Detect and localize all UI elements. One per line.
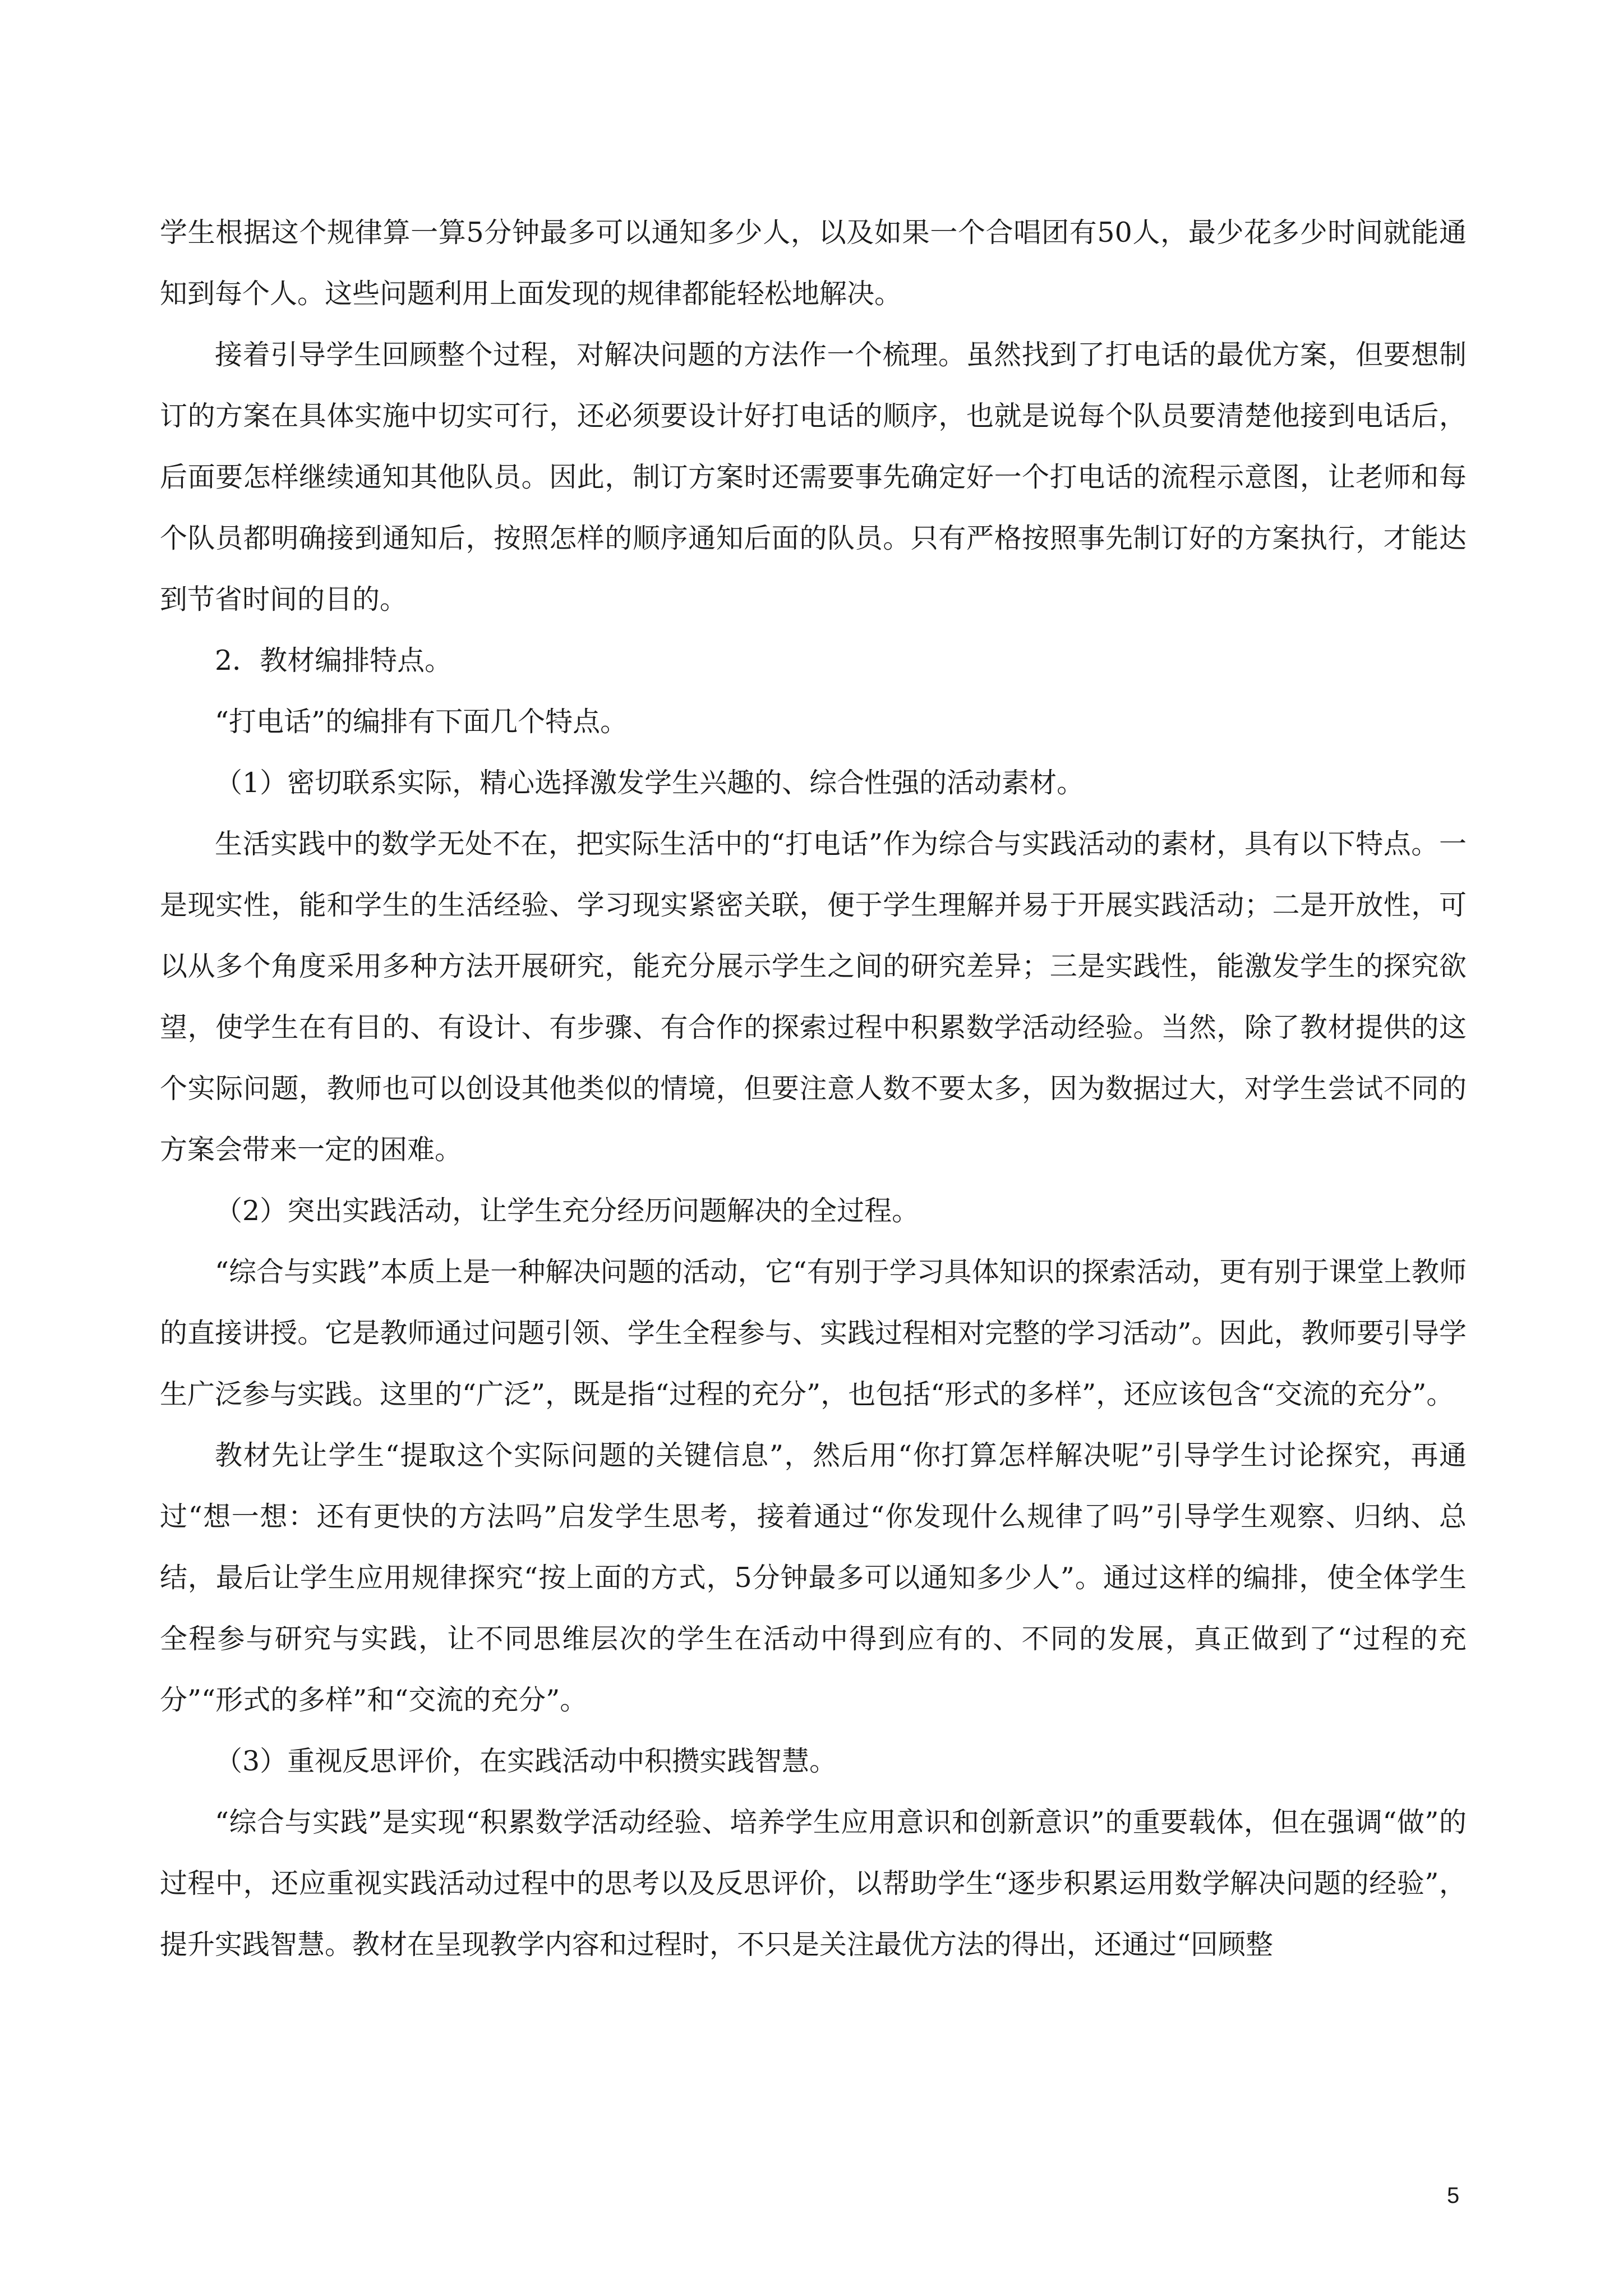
section-heading-features: 2．教材编排特点。 bbox=[215, 645, 453, 677]
paragraph-features-intro: “打电话”的编排有下面几个特点。 bbox=[215, 706, 628, 738]
subheading-feature-2: （2）突出实践活动，让学生充分经历问题解决的全过程。 bbox=[215, 1195, 920, 1227]
subheading-feature-1: （1）密切联系实际，精心选择激发学生兴趣的、综合性强的活动素材。 bbox=[215, 767, 1085, 799]
paragraph-continuation: 学生根据这个规律算一算5分钟最多可以通知多少人，以及如果一个合唱团有50人，最少花多少时间就能通知到每个人。这些问题利用上面发现的规律都能轻松地解决。 bbox=[160, 217, 1467, 310]
paragraph-feature-2b: 教材先让学生“提取这个实际问题的关键信息”，然后用“你打算怎样解决呢”引导学生讨论探究，再通过“想一想：还有更快的方法吗”启发学生思考，接着通过“你发现什么规律了吗”引导学生观察、归纳、总结，最后让学生应用规律探究“按上面的方式，5分钟最多可以通知多少人”。通过这样的编排，使全体学生全程参与研究与实践，让不同思维层次的学生在活动中得到应有的、不同的发展，真正做到了“过程的充分”“形式的多样”和“交流的充分”。 bbox=[160, 1439, 1467, 1716]
paragraph-feature-1: 生活实践中的数学无处不在，把实际生活中的“打电话”作为综合与实践活动的素材，具有以下特点。一是现实性，能和学生的生活经验、学习现实紧密关联，便于学生理解并易于开展实践活动；二是开放性，可以从多个角度采用多种方法开展研究，能充分展示学生之间的研究差异；三是实践性，能激发学生的探究欲望，使学生在有目的、有设计、有步骤、有合作的探索过程中积累数学活动经验。当然，除了教材提供的这个实际问题，教师也可以创设其他类似的情境，但要注意人数不要太多，因为数据过大，对学生尝试不同的方案会带来一定的困难。 bbox=[160, 828, 1467, 1166]
document-body bbox=[160, 202, 1467, 1975]
page-number: 5 bbox=[1447, 2183, 1460, 2208]
paragraph-feature-3: “综合与实践”是实现“积累数学活动经验、培养学生应用意识和创新意识”的重要载体，但在强调“做”的过程中，还应重视实践活动过程中的思考以及反思评价，以帮助学生“逐步积累运用数学解决问题的经验”，提升实践智慧。教材在呈现教学内容和过程时，不只是关注最优方法的得出，还通过“回顾整 bbox=[160, 1806, 1467, 1961]
subheading-feature-3: （3）重视反思评价，在实践活动中积攒实践智慧。 bbox=[215, 1745, 837, 1777]
paragraph-review-process: 接着引导学生回顾整个过程，对解决问题的方法作一个梳理。虽然找到了打电话的最优方案，但要想制订的方案在具体实施中切实可行，还必须要设计好打电话的顺序，也就是说每个队员要清楚他接到电话后，后面要怎样继续通知其他队员。因此，制订方案时还需要事先确定好一个打电话的流程示意图，让老师和每个队员都明确接到通知后，按照怎样的顺序通知后面的队员。只有严格按照事先制订好的方案执行，才能达到节省时间的目的。 bbox=[160, 339, 1467, 615]
paragraph-feature-2a: “综合与实践”本质上是一种解决问题的活动，它“有别于学习具体知识的探索活动，更有别于课堂上教师的直接讲授。它是教师通过问题引领、学生全程参与、实践过程相对完整的学习活动”。因此，教师要引导学生广泛参与实践。这里的“广泛”，既是指“过程的充分”，也包括“形式的多样”，还应该包含“交流的充分”。 bbox=[160, 1256, 1467, 1410]
